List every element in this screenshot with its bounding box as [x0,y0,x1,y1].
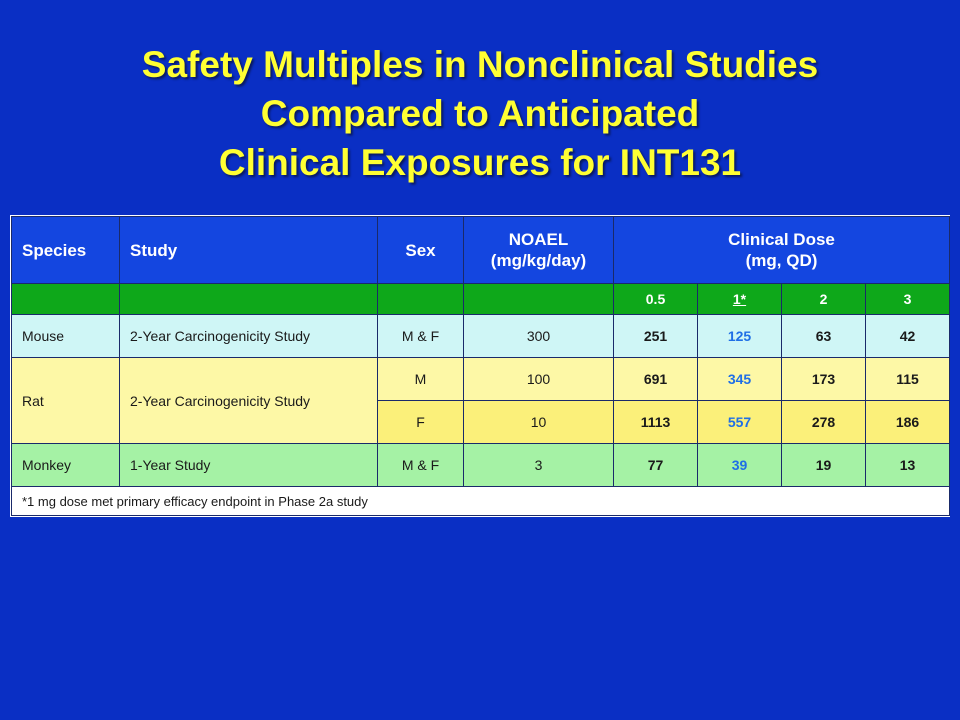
multiple-cell: 39 [698,444,782,487]
title-line-3: Clinical Exposures for INT131 [218,142,742,183]
noael-cell: 10 [464,401,614,444]
sub-empty-3 [378,284,464,315]
multiple-cell: 691 [614,358,698,401]
dose-subheader-row [12,284,950,315]
dose-2: 2 [782,284,866,315]
slide-title [0,40,960,187]
multiple-cell: 13 [866,444,950,487]
noael-cell: 100 [464,358,614,401]
dose-3: 3 [866,284,950,315]
sub-empty-4 [464,284,614,315]
sex-cell: M & F [378,315,464,358]
study-cell: 2-Year Carcinogenicity Study [120,315,378,358]
table-row-mouse [12,315,950,358]
multiple-cell: 278 [782,401,866,444]
multiple-cell: 63 [782,315,866,358]
sex-cell: F [378,401,464,444]
table-row-monkey [12,444,950,487]
footnote-row [12,487,950,516]
noael-cell: 300 [464,315,614,358]
multiple-cell: 173 [782,358,866,401]
multiple-cell: 115 [866,358,950,401]
multiple-cell: 345 [698,358,782,401]
multiple-cell: 557 [698,401,782,444]
multiple-cell: 1113 [614,401,698,444]
dose-1: 1* [698,284,782,315]
study-cell: 2-Year Carcinogenicity Study [120,358,378,444]
species-cell: Monkey [12,444,120,487]
multiple-cell: 125 [698,315,782,358]
header-dose-line1: Clinical Dose [728,230,835,249]
header-clinical-dose [614,217,950,284]
multiple-cell: 19 [782,444,866,487]
dose-0-5: 0.5 [614,284,698,315]
sub-empty-2 [120,284,378,315]
species-cell: Mouse [12,315,120,358]
title-line-1: Safety Multiples in Nonclinical Studies [141,44,819,85]
safety-table-container [10,215,950,517]
title-line-2: Compared to Anticipated [260,93,700,134]
header-sex: Sex [378,217,464,284]
header-noael-line1: NOAEL [508,230,569,249]
header-study: Study [120,217,378,284]
table-row-rat-m [12,358,950,401]
header-dose-line2: (mg, QD) [745,251,818,270]
multiple-cell: 42 [866,315,950,358]
header-noael [464,217,614,284]
multiple-cell: 186 [866,401,950,444]
sex-cell: M & F [378,444,464,487]
sub-empty-1 [12,284,120,315]
noael-cell: 3 [464,444,614,487]
header-species: Species [12,217,120,284]
multiple-cell: 77 [614,444,698,487]
safety-multiples-table [11,216,950,516]
species-cell: Rat [12,358,120,444]
header-noael-line2: (mg/kg/day) [490,251,587,270]
footnote: *1 mg dose met primary efficacy endpoint in Phase 2a study [12,487,950,516]
multiple-cell: 251 [614,315,698,358]
header-row [12,217,950,284]
sex-cell: M [378,358,464,401]
study-cell: 1-Year Study [120,444,378,487]
